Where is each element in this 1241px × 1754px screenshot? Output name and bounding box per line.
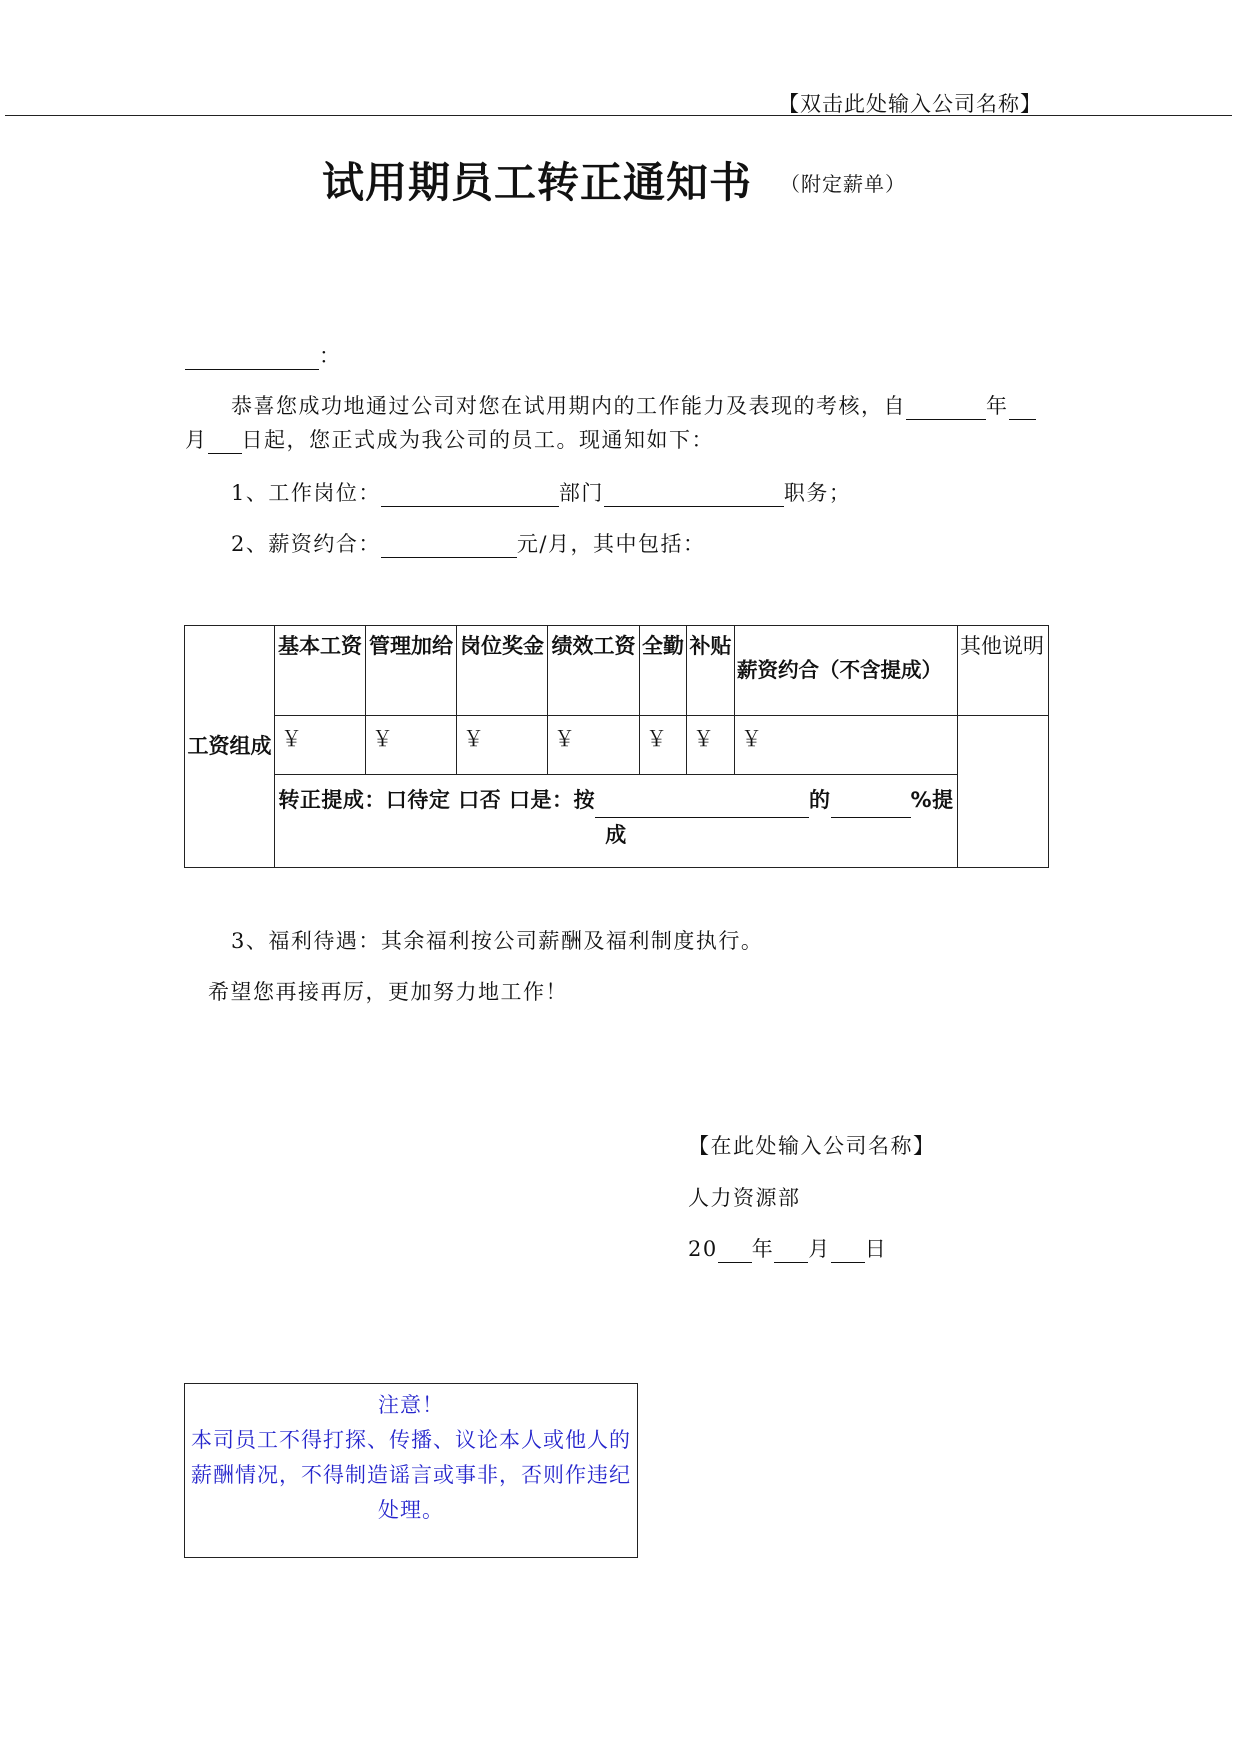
paragraph-1-line-1: 恭喜您成功地通过公司对您在试用期内的工作能力及表现的考核，自 年 <box>231 390 1036 420</box>
start-month-blank[interactable] <box>1009 396 1036 420</box>
column-management-allowance: 管理加给 <box>366 626 457 716</box>
column-performance-pay: 绩效工资 <box>548 626 640 716</box>
salary-composition-header: 工资组成 <box>185 626 275 868</box>
confidentiality-notice <box>184 1383 638 1558</box>
item-3-benefits: 3、福利待遇：其余福利按公司薪酬及福利制度执行。 <box>231 929 764 953</box>
document-title: 试用期员工转正通知书 <box>322 158 753 207</box>
sign-year-blank[interactable] <box>718 1239 752 1263</box>
sign-month-blank[interactable] <box>774 1239 808 1263</box>
total-salary-cell[interactable]: ￥ <box>735 716 958 775</box>
notice-title: 注意！ <box>378 1393 444 1417</box>
header-company-name: 【双击此处输入公司名称】 <box>778 92 1042 116</box>
document-title-suffix: （附定薪单） <box>780 172 906 196</box>
monthly-salary-blank[interactable] <box>381 534 517 558</box>
item-2-salary: 2、薪资约合： 元/月，其中包括： <box>231 532 706 556</box>
attendance-cell[interactable]: ￥ <box>640 716 687 775</box>
commission-basis-blank[interactable] <box>595 794 809 818</box>
signature-date: 20 年 月 日 <box>688 1237 888 1261</box>
management-allowance-cell[interactable]: ￥ <box>366 716 457 775</box>
salutation-line: ： <box>185 340 342 370</box>
performance-pay-cell[interactable]: ￥ <box>548 716 640 775</box>
base-salary-cell[interactable]: ￥ <box>275 716 366 775</box>
column-position-bonus: 岗位奖金 <box>457 626 548 716</box>
position-bonus-cell[interactable]: ￥ <box>457 716 548 775</box>
start-year-blank[interactable] <box>906 396 986 420</box>
commission-percent-blank[interactable] <box>831 794 911 818</box>
notice-body: 本司员工不得打探、传播、议论本人或他人的薪酬情况，不得制造谣言或事非，否则作违纪处理。 <box>191 1428 631 1522</box>
column-attendance: 全勤 <box>640 626 687 716</box>
department-blank[interactable] <box>381 483 559 507</box>
salary-table <box>184 625 1049 868</box>
column-total-salary: 薪资约合（不含提成） <box>735 626 958 716</box>
item-1-position: 1、工作岗位： 部门 职务； <box>231 481 852 505</box>
other-notes-cell[interactable] <box>958 716 1049 868</box>
column-base-salary: 基本工资 <box>275 626 366 716</box>
signature-company-name: 【在此处输入公司名称】 <box>688 1134 936 1158</box>
closing-sentence: 希望您再接再厉，更加努力地工作！ <box>208 980 568 1004</box>
column-other-notes: 其他说明 <box>958 626 1049 716</box>
sign-day-blank[interactable] <box>831 1239 865 1263</box>
start-day-blank[interactable] <box>208 430 242 454</box>
header-divider <box>5 115 1232 116</box>
job-title-blank[interactable] <box>604 483 784 507</box>
subsidy-cell[interactable]: ￥ <box>687 716 735 775</box>
signature-department: 人力资源部 <box>688 1186 801 1210</box>
commission-row: 转正提成：口待定 口否 口是：按 的 %提成 <box>275 775 958 868</box>
paragraph-1-line-2: 月 日起，您正式成为我公司的员工。现通知如下： <box>185 428 714 452</box>
recipient-name-blank[interactable] <box>185 346 319 370</box>
column-subsidy: 补贴 <box>687 626 735 716</box>
